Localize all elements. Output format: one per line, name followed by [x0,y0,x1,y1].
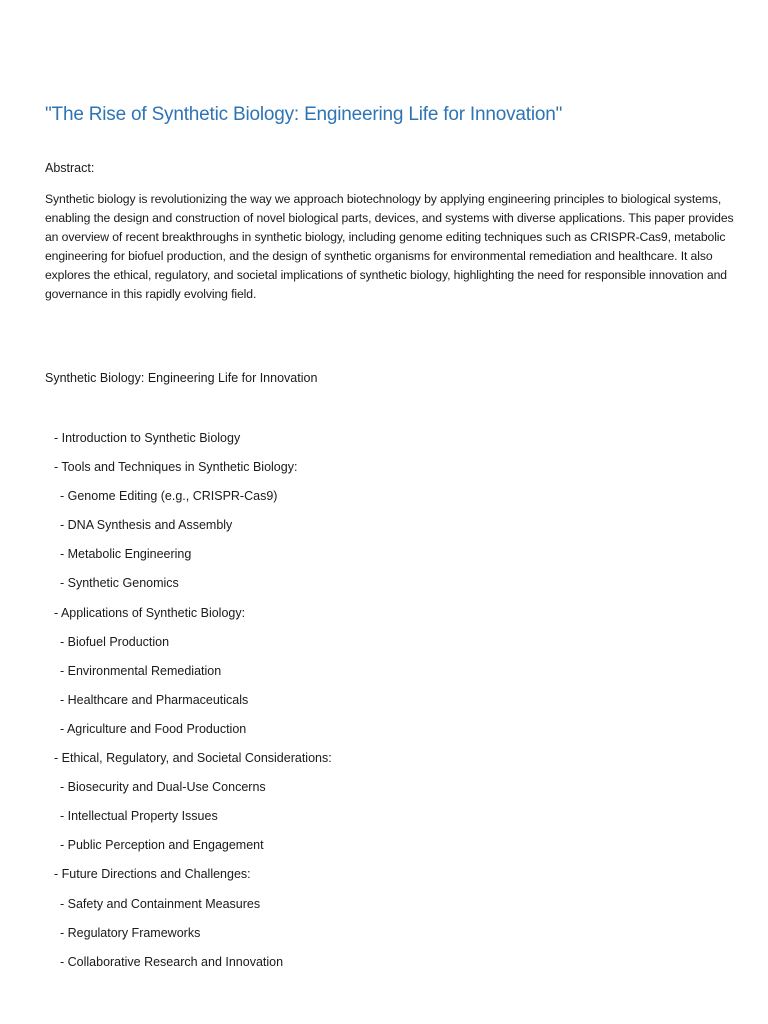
outline-subsection-item: - Metabolic Engineering [60,547,192,562]
abstract-label: Abstract: [45,161,95,175]
outline-section-item: - Tools and Techniques in Synthetic Biology: [54,460,298,475]
outline-subsection-item: - Genome Editing (e.g., CRISPR-Cas9) [60,489,278,504]
outline-section-item: - Future Directions and Challenges: [54,867,251,882]
outline-subsection-item: - Environmental Remediation [60,663,222,678]
outline-subsection-item: - Agriculture and Food Production [60,721,247,736]
outline-subsection-item: - Public Perception and Engagement [60,838,264,853]
document-title: "The Rise of Synthetic Biology: Engineering Life for Innovation" [45,104,563,125]
abstract-text: Synthetic biology is revolutionizing the way we approach biotechnology by applying engineering principles to biological systems, enabling the design and construction of novel biological parts, devices, and systems with diverse applications. This paper provides an overview of recent breakthroughs in synthetic biology, including genome editing techniques such as CRISPR-Cas9, metabolic engineering for biofuel production, and the design of synthetic organisms for environmental remediation and healthcare. It also explores the ethical, regulatory, and societal implications of synthetic biology, highlighting the need for responsible innovation and governance in this rapidly evolving field. [45,192,734,301]
outline-subsection-item: - Biofuel Production [60,634,170,649]
outline-section-item: - Ethical, Regulatory, and Societal Considerations: [54,751,332,766]
outline-subsection-item: - Biosecurity and Dual-Use Concerns [60,780,266,795]
outline-section-item: - Applications of Synthetic Biology: [54,605,246,620]
outline-section-item: - Introduction to Synthetic Biology [54,431,241,445]
outline-subsection-item: - DNA Synthesis and Assembly [60,518,233,533]
outline-subsection-item: - Collaborative Research and Innovation [60,954,284,969]
outline-subsection-item: - Intellectual Property Issues [60,809,218,824]
outline-subsection-item: - Healthcare and Pharmaceuticals [60,692,249,707]
outline-list [45,430,332,983]
outline-heading: Synthetic Biology: Engineering Life for Innovation [45,371,318,385]
outline-subsection-item: - Regulatory Frameworks [60,925,201,940]
outline-subsection-item: - Safety and Containment Measures [60,896,261,911]
outline-subsection-item: - Synthetic Genomics [60,576,179,591]
